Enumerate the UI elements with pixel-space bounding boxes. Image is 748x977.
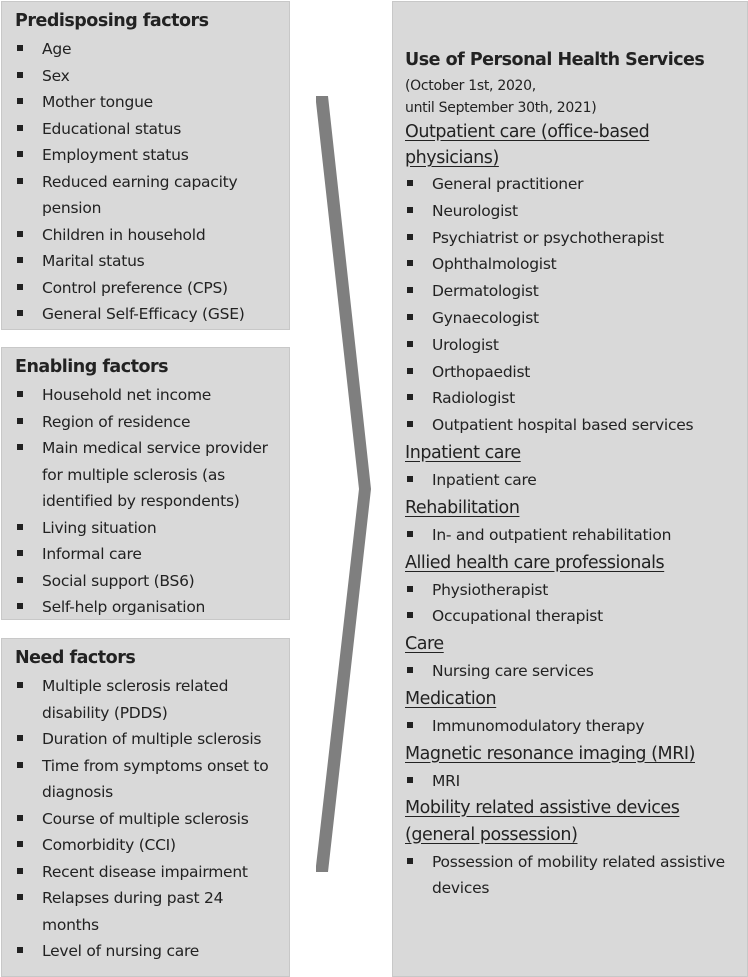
- list-item: Educational status: [15, 116, 277, 143]
- category-heading-care: Care: [405, 634, 444, 655]
- category-heading-medication: Medication: [405, 688, 497, 709]
- list-item: General practitioner: [405, 171, 747, 198]
- category-heading-mri: Magnetic resonance imaging (MRI): [405, 743, 695, 764]
- list-item: Ophthalmologist: [405, 251, 747, 278]
- enabling-factors-box: [1, 347, 290, 620]
- category-list-care: [405, 658, 747, 685]
- category-heading-rehabilitation: Rehabilitation: [405, 497, 520, 518]
- list-item: Time from symptoms onset to diagnosis: [15, 753, 277, 806]
- list-item: Orthopaedist: [405, 359, 747, 386]
- category-heading-outpatient: Outpatient care (office-based physicians): [405, 122, 650, 168]
- need-factors-box: [1, 638, 290, 977]
- list-item: Neurologist: [405, 198, 747, 225]
- arrow-shape: [316, 96, 371, 872]
- list-item: Region of residence: [15, 409, 277, 436]
- category-heading-mobility-devices: Mobility related assistive devices (general possession): [405, 797, 680, 845]
- list-item: Control preference (CPS): [15, 275, 277, 302]
- need-factors-list: [15, 673, 277, 965]
- list-item: Dermatologist: [405, 278, 747, 305]
- health-services-title: Use of Personal Health Services: [405, 50, 705, 70]
- list-item: General Self-Efficacy (GSE): [15, 301, 277, 328]
- category-list-rehabilitation: [405, 522, 747, 549]
- list-item: Outpatient hospital based services: [405, 412, 747, 439]
- category-list-outpatient: [405, 171, 747, 439]
- period-line-1: (October 1st, 2020,: [405, 78, 536, 94]
- list-item: Marital status: [15, 248, 277, 275]
- list-item: Nursing care services: [405, 658, 747, 685]
- category-list-mobility-devices: [405, 849, 747, 903]
- list-item: Possession of mobility related assistive devices: [405, 849, 747, 903]
- list-item: Children in household: [15, 222, 277, 249]
- list-item: Course of multiple sclerosis: [15, 806, 277, 833]
- predisposing-factors-list: [15, 36, 277, 328]
- list-item: Urologist: [405, 332, 747, 359]
- need-factors-title: Need factors: [15, 648, 136, 668]
- list-item: Occupational therapist: [405, 603, 747, 630]
- list-item: Inpatient care: [405, 467, 747, 494]
- period-line-2: until September 30th, 2021): [405, 100, 597, 116]
- list-item: Mother tongue: [15, 89, 277, 116]
- list-item: Radiologist: [405, 385, 747, 412]
- list-item: Household net income: [15, 382, 277, 409]
- list-item: Psychiatrist or psychotherapist: [405, 225, 747, 252]
- list-item: Main medical service provider for multiple sclerosis (as identified by respondents): [15, 435, 277, 515]
- list-item: Level of nursing care: [15, 938, 277, 965]
- list-item: Comorbidity (CCI): [15, 832, 277, 859]
- category-list-medication: [405, 713, 747, 740]
- list-item: Social support (BS6): [15, 568, 277, 595]
- list-item: Relapses during past 24 months: [15, 885, 277, 938]
- predisposing-factors-box: [1, 1, 290, 330]
- category-list-inpatient: [405, 467, 747, 494]
- category-heading-allied-health: Allied health care professionals: [405, 552, 665, 573]
- list-item: Sex: [15, 63, 277, 90]
- health-services-use-box: [392, 1, 748, 977]
- list-item: Living situation: [15, 515, 277, 542]
- predisposing-factors-title: Predisposing factors: [15, 11, 209, 31]
- list-item: Immunomodulatory therapy: [405, 713, 747, 740]
- list-item: In- and outpatient rehabilitation: [405, 522, 747, 549]
- enabling-factors-title: Enabling factors: [15, 357, 169, 377]
- list-item: Reduced earning capacity pension: [15, 169, 277, 222]
- list-item: Employment status: [15, 142, 277, 169]
- list-item: Age: [15, 36, 277, 63]
- list-item: Physiotherapist: [405, 577, 747, 604]
- category-list-mri: [405, 768, 747, 795]
- category-list-allied-health: [405, 577, 747, 631]
- list-item: Self-help organisation: [15, 594, 277, 621]
- enabling-factors-list: [15, 382, 277, 621]
- list-item: Informal care: [15, 541, 277, 568]
- list-item: Recent disease impairment: [15, 859, 277, 886]
- list-item: Duration of multiple sclerosis: [15, 726, 277, 753]
- list-item: Gynaecologist: [405, 305, 747, 332]
- list-item: MRI: [405, 768, 747, 795]
- category-heading-inpatient: Inpatient care: [405, 442, 521, 463]
- list-item: Multiple sclerosis related disability (PDDS): [15, 673, 277, 726]
- chevron-arrow-icon: [300, 80, 380, 880]
